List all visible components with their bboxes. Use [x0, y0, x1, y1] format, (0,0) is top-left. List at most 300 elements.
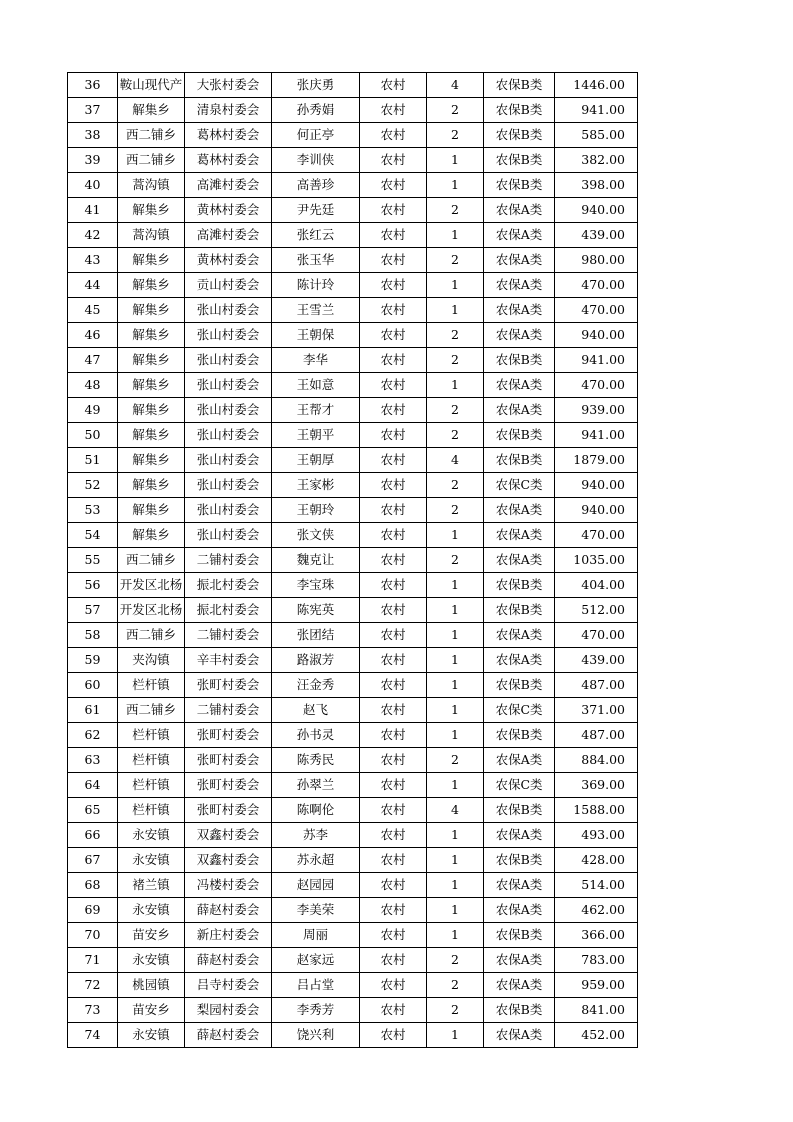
household-type-cell: 农村: [360, 398, 427, 423]
village-committee-cell: 高滩村委会: [185, 223, 272, 248]
village-committee-cell: 黄林村委会: [185, 198, 272, 223]
amount-cell: 941.00: [555, 98, 638, 123]
household-type-cell: 农村: [360, 923, 427, 948]
row-number-cell: 46: [68, 323, 118, 348]
person-name-cell: 何正亭: [272, 123, 360, 148]
amount-cell: 470.00: [555, 298, 638, 323]
township-cell: 解集乡: [118, 398, 185, 423]
household-type-cell: 农村: [360, 148, 427, 173]
row-number-cell: 52: [68, 473, 118, 498]
person-name-cell: 王朝保: [272, 323, 360, 348]
insurance-category-cell: 农保A类: [484, 223, 555, 248]
person-name-cell: 张玉华: [272, 248, 360, 273]
township-cell: 永安镇: [118, 898, 185, 923]
person-name-cell: 王朝平: [272, 423, 360, 448]
row-number-cell: 64: [68, 773, 118, 798]
insurance-category-cell: 农保B类: [484, 98, 555, 123]
person-name-cell: 孙秀娟: [272, 98, 360, 123]
table-row: [68, 723, 638, 748]
person-name-cell: 饶兴利: [272, 1023, 360, 1048]
table-row: [68, 1023, 638, 1048]
amount-cell: 470.00: [555, 373, 638, 398]
insurance-category-cell: 农保A类: [484, 973, 555, 998]
amount-cell: 462.00: [555, 898, 638, 923]
household-type-cell: 农村: [360, 98, 427, 123]
person-count-cell: 2: [427, 423, 484, 448]
insurance-category-cell: 农保B类: [484, 448, 555, 473]
table-row: [68, 673, 638, 698]
township-cell: 解集乡: [118, 448, 185, 473]
insurance-category-cell: 农保A类: [484, 198, 555, 223]
township-cell: 解集乡: [118, 198, 185, 223]
row-number-cell: 53: [68, 498, 118, 523]
table-row: [68, 373, 638, 398]
village-committee-cell: 张山村委会: [185, 448, 272, 473]
amount-cell: 470.00: [555, 273, 638, 298]
person-name-cell: 王朝厚: [272, 448, 360, 473]
person-name-cell: 汪金秀: [272, 673, 360, 698]
person-count-cell: 1: [427, 173, 484, 198]
person-count-cell: 1: [427, 148, 484, 173]
village-committee-cell: 二铺村委会: [185, 548, 272, 573]
insurance-category-cell: 农保B类: [484, 923, 555, 948]
person-name-cell: 吕占堂: [272, 973, 360, 998]
household-type-cell: 农村: [360, 423, 427, 448]
person-count-cell: 1: [427, 648, 484, 673]
village-committee-cell: 薛赵村委会: [185, 948, 272, 973]
household-type-cell: 农村: [360, 323, 427, 348]
person-count-cell: 1: [427, 298, 484, 323]
amount-cell: 439.00: [555, 223, 638, 248]
township-cell: 解集乡: [118, 523, 185, 548]
person-name-cell: 陈秀民: [272, 748, 360, 773]
table-row: [68, 273, 638, 298]
row-number-cell: 56: [68, 573, 118, 598]
person-count-cell: 2: [427, 323, 484, 348]
insurance-category-cell: 农保C类: [484, 698, 555, 723]
household-type-cell: 农村: [360, 348, 427, 373]
amount-cell: 1035.00: [555, 548, 638, 573]
insurance-category-cell: 农保B类: [484, 423, 555, 448]
household-type-cell: 农村: [360, 773, 427, 798]
table-row: [68, 123, 638, 148]
person-count-cell: 2: [427, 948, 484, 973]
insurance-category-cell: 农保B类: [484, 848, 555, 873]
table-row: [68, 198, 638, 223]
village-committee-cell: 张町村委会: [185, 723, 272, 748]
insurance-category-cell: 农保A类: [484, 298, 555, 323]
row-number-cell: 71: [68, 948, 118, 973]
household-type-cell: 农村: [360, 73, 427, 98]
township-cell: 西二铺乡: [118, 148, 185, 173]
person-count-cell: 1: [427, 598, 484, 623]
person-name-cell: 苏永超: [272, 848, 360, 873]
person-name-cell: 张文侠: [272, 523, 360, 548]
table-row: [68, 873, 638, 898]
village-committee-cell: 贡山村委会: [185, 273, 272, 298]
household-type-cell: 农村: [360, 548, 427, 573]
row-number-cell: 69: [68, 898, 118, 923]
row-number-cell: 73: [68, 998, 118, 1023]
amount-cell: 980.00: [555, 248, 638, 273]
township-cell: 永安镇: [118, 823, 185, 848]
village-committee-cell: 双鑫村委会: [185, 823, 272, 848]
insurance-category-cell: 农保A类: [484, 248, 555, 273]
household-type-cell: 农村: [360, 673, 427, 698]
person-name-cell: 张团结: [272, 623, 360, 648]
insurance-category-cell: 农保B类: [484, 723, 555, 748]
township-cell: 解集乡: [118, 348, 185, 373]
village-committee-cell: 梨园村委会: [185, 998, 272, 1023]
amount-cell: 940.00: [555, 498, 638, 523]
amount-cell: 487.00: [555, 673, 638, 698]
row-number-cell: 62: [68, 723, 118, 748]
person-name-cell: 李华: [272, 348, 360, 373]
row-number-cell: 48: [68, 373, 118, 398]
person-name-cell: 赵家远: [272, 948, 360, 973]
person-name-cell: 苏李: [272, 823, 360, 848]
household-type-cell: 农村: [360, 948, 427, 973]
township-cell: 解集乡: [118, 98, 185, 123]
insurance-category-cell: 农保A类: [484, 873, 555, 898]
township-cell: 解集乡: [118, 273, 185, 298]
row-number-cell: 50: [68, 423, 118, 448]
table-row: [68, 648, 638, 673]
row-number-cell: 57: [68, 598, 118, 623]
village-committee-cell: 振北村委会: [185, 573, 272, 598]
insurance-category-cell: 农保B类: [484, 998, 555, 1023]
person-name-cell: 路淑芳: [272, 648, 360, 673]
row-number-cell: 63: [68, 748, 118, 773]
person-name-cell: 陈计玲: [272, 273, 360, 298]
household-type-cell: 农村: [360, 823, 427, 848]
amount-cell: 940.00: [555, 198, 638, 223]
table-row: [68, 423, 638, 448]
person-count-cell: 1: [427, 223, 484, 248]
amount-cell: 514.00: [555, 873, 638, 898]
table-row: [68, 348, 638, 373]
household-type-cell: 农村: [360, 273, 427, 298]
township-cell: 桃园镇: [118, 973, 185, 998]
person-count-cell: 2: [427, 748, 484, 773]
amount-cell: 452.00: [555, 1023, 638, 1048]
amount-cell: 382.00: [555, 148, 638, 173]
table-row: [68, 523, 638, 548]
township-cell: 栏杆镇: [118, 748, 185, 773]
township-cell: 解集乡: [118, 323, 185, 348]
person-name-cell: 孙翠兰: [272, 773, 360, 798]
row-number-cell: 49: [68, 398, 118, 423]
township-cell: 解集乡: [118, 423, 185, 448]
person-count-cell: 4: [427, 448, 484, 473]
insurance-category-cell: 农保B类: [484, 148, 555, 173]
insurance-category-cell: 农保B类: [484, 73, 555, 98]
township-cell: 西二铺乡: [118, 123, 185, 148]
person-count-cell: 1: [427, 523, 484, 548]
household-type-cell: 农村: [360, 873, 427, 898]
household-type-cell: 农村: [360, 998, 427, 1023]
village-committee-cell: 张山村委会: [185, 523, 272, 548]
township-cell: 永安镇: [118, 848, 185, 873]
amount-cell: 369.00: [555, 773, 638, 798]
person-name-cell: 李训侠: [272, 148, 360, 173]
person-name-cell: 陈啊伦: [272, 798, 360, 823]
insurance-category-cell: 农保A类: [484, 548, 555, 573]
amount-cell: 959.00: [555, 973, 638, 998]
table-row: [68, 398, 638, 423]
insurance-category-cell: 农保A类: [484, 648, 555, 673]
table-row: [68, 798, 638, 823]
village-committee-cell: 振北村委会: [185, 598, 272, 623]
row-number-cell: 68: [68, 873, 118, 898]
table-row: [68, 623, 638, 648]
row-number-cell: 58: [68, 623, 118, 648]
person-count-cell: 2: [427, 998, 484, 1023]
row-number-cell: 54: [68, 523, 118, 548]
table-row: [68, 998, 638, 1023]
benefit-table: [67, 72, 638, 1048]
amount-cell: 939.00: [555, 398, 638, 423]
person-count-cell: 1: [427, 673, 484, 698]
row-number-cell: 38: [68, 123, 118, 148]
table-row: [68, 823, 638, 848]
village-committee-cell: 黄林村委会: [185, 248, 272, 273]
insurance-category-cell: 农保A类: [484, 273, 555, 298]
person-count-cell: 2: [427, 473, 484, 498]
household-type-cell: 农村: [360, 223, 427, 248]
township-cell: 永安镇: [118, 1023, 185, 1048]
household-type-cell: 农村: [360, 198, 427, 223]
household-type-cell: 农村: [360, 648, 427, 673]
table-row: [68, 473, 638, 498]
person-name-cell: 孙书灵: [272, 723, 360, 748]
person-count-cell: 1: [427, 773, 484, 798]
row-number-cell: 44: [68, 273, 118, 298]
row-number-cell: 59: [68, 648, 118, 673]
row-number-cell: 37: [68, 98, 118, 123]
table-row: [68, 173, 638, 198]
row-number-cell: 42: [68, 223, 118, 248]
person-name-cell: 张庆勇: [272, 73, 360, 98]
household-type-cell: 农村: [360, 248, 427, 273]
person-count-cell: 1: [427, 1023, 484, 1048]
insurance-category-cell: 农保B类: [484, 598, 555, 623]
household-type-cell: 农村: [360, 723, 427, 748]
row-number-cell: 61: [68, 698, 118, 723]
amount-cell: 940.00: [555, 323, 638, 348]
village-committee-cell: 二铺村委会: [185, 623, 272, 648]
household-type-cell: 农村: [360, 473, 427, 498]
household-type-cell: 农村: [360, 373, 427, 398]
amount-cell: 841.00: [555, 998, 638, 1023]
insurance-category-cell: 农保C类: [484, 473, 555, 498]
village-committee-cell: 张町村委会: [185, 748, 272, 773]
household-type-cell: 农村: [360, 898, 427, 923]
township-cell: 西二铺乡: [118, 623, 185, 648]
township-cell: 解集乡: [118, 298, 185, 323]
village-committee-cell: 张山村委会: [185, 298, 272, 323]
table-row: [68, 573, 638, 598]
village-committee-cell: 张山村委会: [185, 373, 272, 398]
person-count-cell: 2: [427, 498, 484, 523]
insurance-category-cell: 农保B类: [484, 173, 555, 198]
row-number-cell: 36: [68, 73, 118, 98]
person-count-cell: 1: [427, 848, 484, 873]
village-committee-cell: 葛林村委会: [185, 148, 272, 173]
village-committee-cell: 张山村委会: [185, 348, 272, 373]
amount-cell: 470.00: [555, 623, 638, 648]
village-committee-cell: 大张村委会: [185, 73, 272, 98]
village-committee-cell: 张町村委会: [185, 673, 272, 698]
township-cell: 栏杆镇: [118, 673, 185, 698]
person-name-cell: 高善珍: [272, 173, 360, 198]
amount-cell: 428.00: [555, 848, 638, 873]
village-committee-cell: 张山村委会: [185, 423, 272, 448]
table-row: [68, 448, 638, 473]
township-cell: 开发区北杨: [118, 598, 185, 623]
person-name-cell: 魏克让: [272, 548, 360, 573]
insurance-category-cell: 农保A类: [484, 623, 555, 648]
table-row: [68, 498, 638, 523]
village-committee-cell: 高滩村委会: [185, 173, 272, 198]
person-count-cell: 2: [427, 548, 484, 573]
table-body: [68, 73, 638, 1048]
township-cell: 褚兰镇: [118, 873, 185, 898]
person-count-cell: 1: [427, 698, 484, 723]
table-row: [68, 748, 638, 773]
row-number-cell: 67: [68, 848, 118, 873]
insurance-category-cell: 农保A类: [484, 498, 555, 523]
township-cell: 解集乡: [118, 498, 185, 523]
township-cell: 栏杆镇: [118, 798, 185, 823]
table-row: [68, 948, 638, 973]
amount-cell: 941.00: [555, 423, 638, 448]
amount-cell: 404.00: [555, 573, 638, 598]
person-count-cell: 2: [427, 198, 484, 223]
row-number-cell: 74: [68, 1023, 118, 1048]
township-cell: 解集乡: [118, 373, 185, 398]
amount-cell: 884.00: [555, 748, 638, 773]
household-type-cell: 农村: [360, 698, 427, 723]
row-number-cell: 43: [68, 248, 118, 273]
household-type-cell: 农村: [360, 523, 427, 548]
table-row: [68, 848, 638, 873]
row-number-cell: 47: [68, 348, 118, 373]
person-name-cell: 周丽: [272, 923, 360, 948]
person-name-cell: 尹先廷: [272, 198, 360, 223]
person-name-cell: 李宝珠: [272, 573, 360, 598]
household-type-cell: 农村: [360, 298, 427, 323]
township-cell: 西二铺乡: [118, 698, 185, 723]
village-committee-cell: 张山村委会: [185, 498, 272, 523]
insurance-category-cell: 农保B类: [484, 673, 555, 698]
village-committee-cell: 张山村委会: [185, 398, 272, 423]
insurance-category-cell: 农保A类: [484, 373, 555, 398]
household-type-cell: 农村: [360, 173, 427, 198]
person-name-cell: 赵园园: [272, 873, 360, 898]
table-row: [68, 548, 638, 573]
township-cell: 解集乡: [118, 248, 185, 273]
person-count-cell: 1: [427, 923, 484, 948]
row-number-cell: 45: [68, 298, 118, 323]
township-cell: 栏杆镇: [118, 723, 185, 748]
person-name-cell: 李秀芳: [272, 998, 360, 1023]
person-name-cell: 王雪兰: [272, 298, 360, 323]
amount-cell: 1879.00: [555, 448, 638, 473]
table-row: [68, 298, 638, 323]
village-committee-cell: 张山村委会: [185, 473, 272, 498]
person-count-cell: 1: [427, 823, 484, 848]
person-count-cell: 2: [427, 398, 484, 423]
person-count-cell: 2: [427, 973, 484, 998]
insurance-category-cell: 农保A类: [484, 398, 555, 423]
village-committee-cell: 薛赵村委会: [185, 898, 272, 923]
row-number-cell: 65: [68, 798, 118, 823]
household-type-cell: 农村: [360, 973, 427, 998]
household-type-cell: 农村: [360, 798, 427, 823]
person-count-cell: 1: [427, 373, 484, 398]
person-count-cell: 1: [427, 623, 484, 648]
person-name-cell: 王朝玲: [272, 498, 360, 523]
township-cell: 栏杆镇: [118, 773, 185, 798]
person-count-cell: 2: [427, 123, 484, 148]
insurance-category-cell: 农保B类: [484, 573, 555, 598]
row-number-cell: 60: [68, 673, 118, 698]
amount-cell: 366.00: [555, 923, 638, 948]
amount-cell: 783.00: [555, 948, 638, 973]
village-committee-cell: 张町村委会: [185, 798, 272, 823]
village-committee-cell: 吕寺村委会: [185, 973, 272, 998]
amount-cell: 439.00: [555, 648, 638, 673]
table-row: [68, 773, 638, 798]
village-committee-cell: 张町村委会: [185, 773, 272, 798]
township-cell: 夹沟镇: [118, 648, 185, 673]
village-committee-cell: 二铺村委会: [185, 698, 272, 723]
township-cell: 蒿沟镇: [118, 173, 185, 198]
insurance-category-cell: 农保A类: [484, 1023, 555, 1048]
amount-cell: 512.00: [555, 598, 638, 623]
person-count-cell: 4: [427, 73, 484, 98]
person-count-cell: 4: [427, 798, 484, 823]
township-cell: 解集乡: [118, 473, 185, 498]
table-row: [68, 923, 638, 948]
row-number-cell: 40: [68, 173, 118, 198]
household-type-cell: 农村: [360, 498, 427, 523]
table-row: [68, 898, 638, 923]
township-cell: 苗安乡: [118, 923, 185, 948]
row-number-cell: 70: [68, 923, 118, 948]
amount-cell: 371.00: [555, 698, 638, 723]
person-name-cell: 王家彬: [272, 473, 360, 498]
insurance-category-cell: 农保A类: [484, 823, 555, 848]
table-row: [68, 73, 638, 98]
person-name-cell: 李美荣: [272, 898, 360, 923]
amount-cell: 487.00: [555, 723, 638, 748]
amount-cell: 398.00: [555, 173, 638, 198]
table-row: [68, 98, 638, 123]
table-row: [68, 698, 638, 723]
household-type-cell: 农村: [360, 448, 427, 473]
township-cell: 苗安乡: [118, 998, 185, 1023]
person-count-cell: 2: [427, 98, 484, 123]
amount-cell: 470.00: [555, 523, 638, 548]
table-row: [68, 248, 638, 273]
row-number-cell: 39: [68, 148, 118, 173]
row-number-cell: 55: [68, 548, 118, 573]
village-committee-cell: 双鑫村委会: [185, 848, 272, 873]
row-number-cell: 72: [68, 973, 118, 998]
insurance-category-cell: 农保B类: [484, 348, 555, 373]
